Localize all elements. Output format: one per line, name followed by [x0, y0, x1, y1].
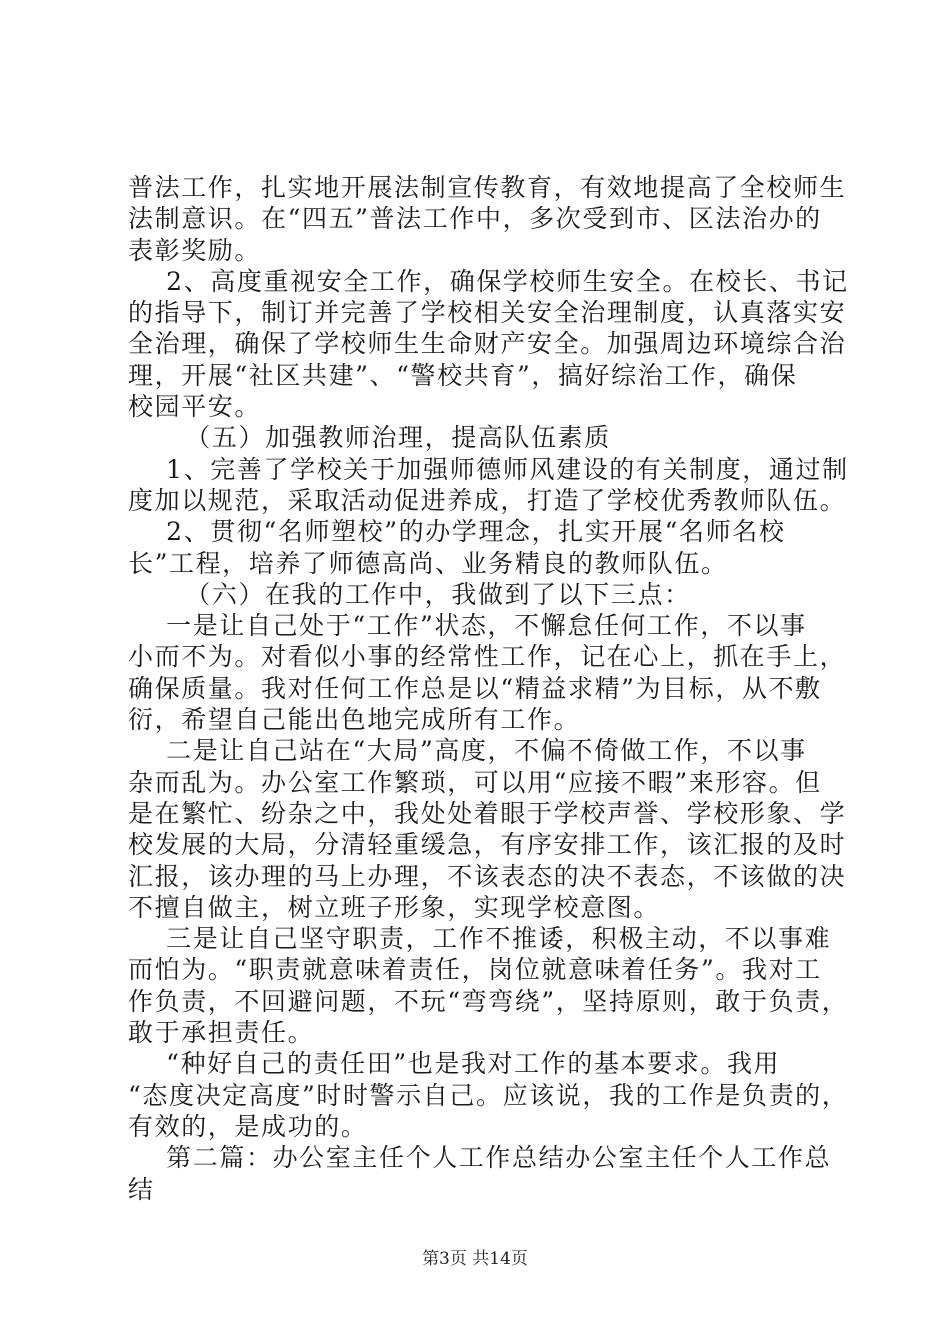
section-heading: （五）加强教师治理，提高队伍素质	[128, 423, 611, 453]
text-line: 一是让自己处于“工作”状态，不懈怠任何工作，不以事	[128, 611, 807, 641]
text-line: 是在繁忙、纷杂之中，我处处着眼于学校声誉、学校形象、学	[128, 798, 847, 828]
text-line: 有效的，是成功的。	[128, 1111, 368, 1141]
text-line: 二是让自己站在“大局”高度，不偏不倚做工作，不以事	[128, 736, 807, 766]
text-line: 确保质量。我对任何工作总是以“精益求精”为目标，从不敷	[128, 673, 822, 703]
text-line: 而怕为。“职责就意味着责任，岗位就意味着任务”。我对工	[128, 955, 822, 985]
text-line: 作负责，不回避问题，不玩“弯弯绕”，坚持原则，敢于负责，	[128, 986, 849, 1016]
chapter-title: 第二篇：办公室主任个人工作总结办公室主任个人工作总	[128, 1143, 832, 1173]
section-heading: （六）在我的工作中，我做到了以下三点：	[128, 579, 691, 609]
text-line: 校发展的大局，分清轻重缓急，有序安排工作，该汇报的及时	[128, 830, 847, 860]
text-line: 敢于承担责任。	[128, 1018, 315, 1048]
text-line: 2、贯彻“名师塑校”的办学理念，扎实开展“名师名校	[128, 517, 786, 547]
text-line: 2、高度重视安全工作，确保学校师生安全。在校长、书记	[128, 266, 849, 296]
text-line: 校园平安。	[128, 392, 262, 422]
text-line: 度加以规范，采取活动促进养成，打造了学校优秀教师队伍。	[128, 485, 847, 515]
text-line: 小而不为。对看似小事的经常性工作，记在心上，抓在手上，	[128, 642, 847, 672]
text-line: 1、完善了学校关于加强师德师风建设的有关制度，通过制	[128, 454, 849, 484]
text-line: 的指导下，制订并完善了学校相关安全治理制度，认真落实安	[128, 298, 847, 328]
text-line: 杂而乱为。办公室工作繁琐，可以用“应接不暇”来形容。但	[128, 767, 822, 797]
text-line: 理，开展“社区共建”、“警校共育”，搞好综治工作，确保	[128, 360, 798, 390]
text-line: 不擅自做主，树立班子形象，实现学校意图。	[128, 892, 661, 922]
text-line: 三是让自己坚守职责，工作不推诿，积极主动，不以事难	[128, 924, 832, 954]
text-line: 长”工程，培养了师德高尚、业务精良的教师队伍。	[128, 548, 728, 578]
text-line: 表彰奖励。	[128, 235, 262, 265]
text-line: “态度决定高度”时时警示自己。应该说，我的工作是负责的，	[128, 1080, 849, 1110]
text-line: 全治理，确保了学校师生生命财产安全。加强周边环境综合治	[128, 329, 847, 359]
text-line: “种好自己的责任田”也是我对工作的基本要求。我用	[128, 1049, 781, 1079]
text-line: 衍，希望自己能出色地完成所有工作。	[128, 705, 581, 735]
text-line: 汇报，该办理的马上办理，不该表态的决不表态，不该做的决	[128, 861, 847, 891]
text-line: 普法工作，扎实地开展法制宣传教育，有效地提高了全校师生	[128, 173, 847, 202]
document-body	[128, 172, 849, 1205]
page-number: 第3页 共14页	[422, 1249, 528, 1269]
text-line: 法制意识。在“四五”普法工作中，多次受到市、区法治办的	[128, 204, 822, 234]
chapter-title-continued: 结	[128, 1174, 155, 1204]
